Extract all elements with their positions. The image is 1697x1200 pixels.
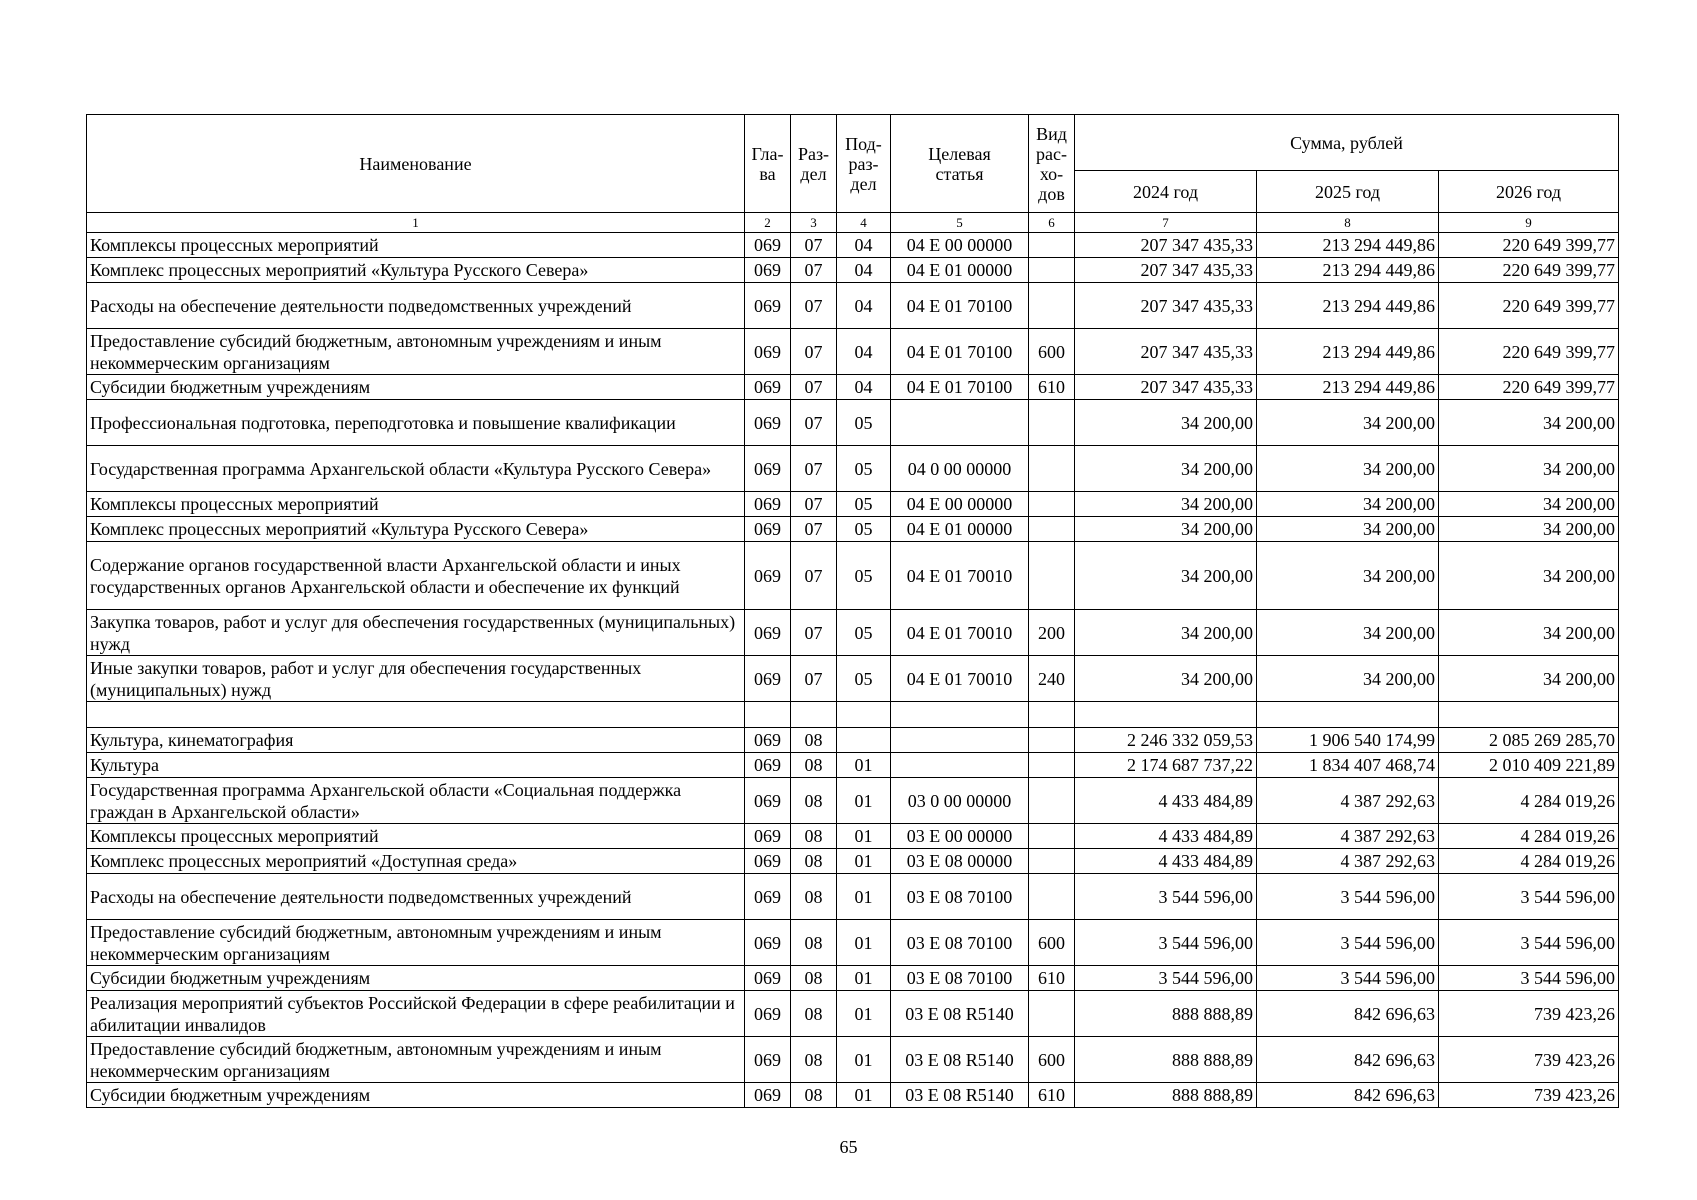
table-row: [87, 400, 1619, 446]
table-row: [87, 778, 1619, 824]
cell-glava: 069: [745, 517, 791, 542]
cell-y2026: 34 200,00: [1439, 400, 1619, 446]
cell-y2025: 213 294 449,86: [1257, 375, 1439, 400]
cell-tselevaya: 03 Е 08 70100: [891, 920, 1029, 966]
table-row: [87, 966, 1619, 991]
cell-vid: [1029, 400, 1075, 446]
cell-glava: 069: [745, 233, 791, 258]
cell-tselevaya: 03 Е 00 00000: [891, 824, 1029, 849]
cell-tselevaya: 03 Е 08 R5140: [891, 991, 1029, 1037]
cell-y2026: 3 544 596,00: [1439, 874, 1619, 920]
cell-y2026: 34 200,00: [1439, 492, 1619, 517]
header-razdel: Раз- дел: [791, 115, 837, 213]
cell-podrazdel: 05: [837, 446, 891, 492]
cell-y2025: 4 387 292,63: [1257, 849, 1439, 874]
cell-y2025: 34 200,00: [1257, 542, 1439, 610]
cell-glava: 069: [745, 283, 791, 329]
cell-y2025: 1 906 540 174,99: [1257, 728, 1439, 753]
cell-podrazdel: 01: [837, 966, 891, 991]
cell-razdel: [791, 702, 837, 728]
cell-y2024: 207 347 435,33: [1075, 283, 1257, 329]
cell-razdel: 08: [791, 1037, 837, 1083]
cell-vid: [1029, 258, 1075, 283]
cell-razdel: 07: [791, 258, 837, 283]
header-year-2024: 2024 год: [1075, 171, 1257, 213]
cell-razdel: 08: [791, 966, 837, 991]
cell-y2026: 739 423,26: [1439, 1083, 1619, 1108]
cell-podrazdel: 01: [837, 753, 891, 778]
cell-glava: 069: [745, 753, 791, 778]
cell-y2025: 34 200,00: [1257, 610, 1439, 656]
cell-podrazdel: 04: [837, 329, 891, 375]
cell-glava: 069: [745, 966, 791, 991]
cell-podrazdel: 05: [837, 542, 891, 610]
cell-y2026: 34 200,00: [1439, 517, 1619, 542]
cell-razdel: 07: [791, 517, 837, 542]
cell-name: Государственная программа Архангельской области «Социальная поддержка граждан в Архангельской области»: [87, 778, 745, 824]
header-vid: Вид рас- хо- дов: [1029, 115, 1075, 213]
table-row: [87, 233, 1619, 258]
cell-vid: 600: [1029, 329, 1075, 375]
cell-vid: 600: [1029, 1037, 1075, 1083]
cell-name: Комплексы процессных мероприятий: [87, 233, 745, 258]
table-row: [87, 542, 1619, 610]
cell-podrazdel: 04: [837, 233, 891, 258]
cell-name: Комплекс процессных мероприятий «Культура Русского Севера»: [87, 517, 745, 542]
cell-y2026: 4 284 019,26: [1439, 778, 1619, 824]
cell-y2026: 2 085 269 285,70: [1439, 728, 1619, 753]
column-number: 6: [1029, 213, 1075, 233]
cell-y2024: 34 200,00: [1075, 656, 1257, 702]
cell-podrazdel: 05: [837, 610, 891, 656]
cell-name: Комплексы процессных мероприятий: [87, 492, 745, 517]
cell-y2024: 4 433 484,89: [1075, 824, 1257, 849]
cell-podrazdel: 04: [837, 375, 891, 400]
cell-vid: [1029, 778, 1075, 824]
column-number: 3: [791, 213, 837, 233]
cell-y2024: 34 200,00: [1075, 517, 1257, 542]
column-number: 8: [1257, 213, 1439, 233]
cell-y2026: 220 649 399,77: [1439, 258, 1619, 283]
cell-name: Расходы на обеспечение деятельности подведомственных учреждений: [87, 283, 745, 329]
cell-razdel: 07: [791, 610, 837, 656]
cell-y2026: 34 200,00: [1439, 446, 1619, 492]
table-row: [87, 656, 1619, 702]
cell-razdel: 08: [791, 874, 837, 920]
cell-y2025: 213 294 449,86: [1257, 233, 1439, 258]
cell-tselevaya: 03 Е 08 R5140: [891, 1037, 1029, 1083]
table-row: [87, 874, 1619, 920]
cell-y2024: 888 888,89: [1075, 1037, 1257, 1083]
cell-y2025: 34 200,00: [1257, 517, 1439, 542]
cell-y2024: 207 347 435,33: [1075, 258, 1257, 283]
cell-glava: 069: [745, 849, 791, 874]
cell-podrazdel: [837, 702, 891, 728]
cell-vid: [1029, 728, 1075, 753]
cell-y2024: 207 347 435,33: [1075, 375, 1257, 400]
cell-tselevaya: [891, 702, 1029, 728]
cell-y2026: 220 649 399,77: [1439, 283, 1619, 329]
cell-tselevaya: 03 Е 08 00000: [891, 849, 1029, 874]
cell-glava: 069: [745, 542, 791, 610]
cell-y2024: 2 246 332 059,53: [1075, 728, 1257, 753]
cell-name: Предоставление субсидий бюджетным, автономным учреждениям и иным некоммерческим организациям: [87, 920, 745, 966]
cell-tselevaya: 04 Е 01 70010: [891, 656, 1029, 702]
table-row: [87, 446, 1619, 492]
cell-y2025: 3 544 596,00: [1257, 966, 1439, 991]
header-year-2025: 2025 год: [1257, 171, 1439, 213]
cell-y2025: 3 544 596,00: [1257, 920, 1439, 966]
cell-vid: 610: [1029, 966, 1075, 991]
cell-razdel: 08: [791, 991, 837, 1037]
cell-y2024: 207 347 435,33: [1075, 233, 1257, 258]
cell-y2024: 3 544 596,00: [1075, 874, 1257, 920]
cell-vid: [1029, 991, 1075, 1037]
cell-tselevaya: 03 Е 08 70100: [891, 966, 1029, 991]
cell-glava: 069: [745, 728, 791, 753]
cell-y2025: 842 696,63: [1257, 1083, 1439, 1108]
cell-y2026: 739 423,26: [1439, 1037, 1619, 1083]
cell-tselevaya: 04 Е 01 00000: [891, 258, 1029, 283]
cell-name: Реализация мероприятий субъектов Российской Федерации в сфере реабилитации и абилитации инвалидов: [87, 991, 745, 1037]
header-name: Наименование: [87, 115, 745, 213]
cell-tselevaya: 04 Е 01 70010: [891, 542, 1029, 610]
header-tselevaya: Целевая статья: [891, 115, 1029, 213]
cell-glava: 069: [745, 492, 791, 517]
cell-glava: 069: [745, 1037, 791, 1083]
cell-y2026: 739 423,26: [1439, 991, 1619, 1037]
cell-glava: 069: [745, 778, 791, 824]
cell-tselevaya: 03 Е 08 70100: [891, 874, 1029, 920]
cell-podrazdel: 05: [837, 400, 891, 446]
cell-y2025: 213 294 449,86: [1257, 283, 1439, 329]
column-number: 7: [1075, 213, 1257, 233]
cell-y2024: 34 200,00: [1075, 446, 1257, 492]
cell-glava: 069: [745, 446, 791, 492]
table-row: [87, 1037, 1619, 1083]
cell-razdel: 08: [791, 824, 837, 849]
cell-y2024: 34 200,00: [1075, 492, 1257, 517]
cell-y2024: 4 433 484,89: [1075, 778, 1257, 824]
cell-tselevaya: 04 Е 01 70100: [891, 375, 1029, 400]
column-number: 9: [1439, 213, 1619, 233]
cell-y2024: 3 544 596,00: [1075, 920, 1257, 966]
cell-y2026: 4 284 019,26: [1439, 824, 1619, 849]
cell-y2026: 220 649 399,77: [1439, 375, 1619, 400]
cell-y2025: 213 294 449,86: [1257, 258, 1439, 283]
cell-y2025: 34 200,00: [1257, 400, 1439, 446]
cell-y2026: 220 649 399,77: [1439, 233, 1619, 258]
cell-vid: 600: [1029, 920, 1075, 966]
cell-y2024: 34 200,00: [1075, 400, 1257, 446]
column-number: 4: [837, 213, 891, 233]
cell-y2024: 4 433 484,89: [1075, 849, 1257, 874]
cell-name: Профессиональная подготовка, переподготовка и повышение квалификации: [87, 400, 745, 446]
cell-y2024: 888 888,89: [1075, 1083, 1257, 1108]
cell-y2026: 220 649 399,77: [1439, 329, 1619, 375]
cell-vid: 610: [1029, 1083, 1075, 1108]
cell-name: Расходы на обеспечение деятельности подведомственных учреждений: [87, 874, 745, 920]
cell-razdel: 07: [791, 233, 837, 258]
cell-name: Комплекс процессных мероприятий «Культура Русского Севера»: [87, 258, 745, 283]
cell-razdel: 07: [791, 656, 837, 702]
cell-razdel: 07: [791, 329, 837, 375]
cell-razdel: 07: [791, 542, 837, 610]
cell-y2025: 842 696,63: [1257, 991, 1439, 1037]
table-row: [87, 1083, 1619, 1108]
cell-vid: [1029, 517, 1075, 542]
cell-glava: 069: [745, 874, 791, 920]
cell-y2026: 34 200,00: [1439, 656, 1619, 702]
cell-tselevaya: [891, 400, 1029, 446]
cell-razdel: 07: [791, 375, 837, 400]
cell-y2024: 34 200,00: [1075, 542, 1257, 610]
table-row: [87, 258, 1619, 283]
header-glava: Гла- ва: [745, 115, 791, 213]
cell-name: Субсидии бюджетным учреждениям: [87, 375, 745, 400]
cell-razdel: 08: [791, 778, 837, 824]
cell-y2025: 4 387 292,63: [1257, 778, 1439, 824]
cell-tselevaya: 03 0 00 00000: [891, 778, 1029, 824]
cell-podrazdel: 05: [837, 517, 891, 542]
header-summa: Сумма, рублей: [1075, 115, 1619, 171]
cell-razdel: 07: [791, 400, 837, 446]
cell-podrazdel: 05: [837, 656, 891, 702]
cell-name: Культура: [87, 753, 745, 778]
cell-glava: 069: [745, 920, 791, 966]
cell-tselevaya: 03 Е 08 R5140: [891, 1083, 1029, 1108]
cell-razdel: 08: [791, 728, 837, 753]
cell-y2026: [1439, 702, 1619, 728]
table-row: [87, 610, 1619, 656]
cell-tselevaya: [891, 753, 1029, 778]
cell-podrazdel: 01: [837, 1083, 891, 1108]
column-number-row: [87, 213, 1619, 233]
cell-name: Комплекс процессных мероприятий «Доступная среда»: [87, 849, 745, 874]
cell-tselevaya: 04 Е 00 00000: [891, 233, 1029, 258]
cell-razdel: 07: [791, 492, 837, 517]
cell-podrazdel: 01: [837, 824, 891, 849]
cell-vid: [1029, 492, 1075, 517]
cell-glava: [745, 702, 791, 728]
cell-name: Субсидии бюджетным учреждениям: [87, 966, 745, 991]
cell-tselevaya: 04 Е 01 70100: [891, 329, 1029, 375]
cell-y2025: 34 200,00: [1257, 492, 1439, 517]
table-row: [87, 492, 1619, 517]
cell-razdel: 07: [791, 283, 837, 329]
header-year-2026: 2026 год: [1439, 171, 1619, 213]
cell-glava: 069: [745, 329, 791, 375]
cell-vid: [1029, 702, 1075, 728]
cell-name: Субсидии бюджетным учреждениям: [87, 1083, 745, 1108]
cell-glava: 069: [745, 991, 791, 1037]
cell-y2026: 4 284 019,26: [1439, 849, 1619, 874]
cell-razdel: 08: [791, 1083, 837, 1108]
cell-vid: [1029, 446, 1075, 492]
cell-podrazdel: [837, 728, 891, 753]
cell-podrazdel: 01: [837, 991, 891, 1037]
cell-glava: 069: [745, 824, 791, 849]
column-number: 1: [87, 213, 745, 233]
cell-name: [87, 702, 745, 728]
cell-glava: 069: [745, 375, 791, 400]
cell-razdel: 08: [791, 920, 837, 966]
cell-glava: 069: [745, 400, 791, 446]
cell-y2025: 34 200,00: [1257, 446, 1439, 492]
cell-y2025: 213 294 449,86: [1257, 329, 1439, 375]
table-row: [87, 849, 1619, 874]
cell-y2026: 34 200,00: [1439, 542, 1619, 610]
cell-podrazdel: 04: [837, 283, 891, 329]
table-row: [87, 329, 1619, 375]
cell-razdel: 08: [791, 753, 837, 778]
cell-vid: [1029, 824, 1075, 849]
table-row: [87, 920, 1619, 966]
cell-y2025: 34 200,00: [1257, 656, 1439, 702]
cell-glava: 069: [745, 1083, 791, 1108]
cell-name: Предоставление субсидий бюджетным, автономным учреждениям и иным некоммерческим организациям: [87, 1037, 745, 1083]
cell-tselevaya: [891, 728, 1029, 753]
table-row: [87, 991, 1619, 1037]
table-body: [87, 233, 1619, 1108]
cell-vid: 240: [1029, 656, 1075, 702]
cell-podrazdel: 01: [837, 1037, 891, 1083]
cell-y2024: 888 888,89: [1075, 991, 1257, 1037]
cell-tselevaya: 04 0 00 00000: [891, 446, 1029, 492]
table-row: [87, 283, 1619, 329]
cell-name: Иные закупки товаров, работ и услуг для обеспечения государственных (муниципальных) нужд: [87, 656, 745, 702]
cell-name: Предоставление субсидий бюджетным, автономным учреждениям и иным некоммерческим организациям: [87, 329, 745, 375]
cell-podrazdel: 01: [837, 920, 891, 966]
cell-y2026: 34 200,00: [1439, 610, 1619, 656]
header-podrazdel: Под- раз- дел: [837, 115, 891, 213]
cell-y2024: [1075, 702, 1257, 728]
cell-razdel: 07: [791, 446, 837, 492]
cell-vid: 200: [1029, 610, 1075, 656]
table-header: [87, 115, 1619, 233]
cell-vid: [1029, 542, 1075, 610]
cell-name: Культура, кинематография: [87, 728, 745, 753]
page-number: 65: [839, 1137, 858, 1157]
cell-y2025: 3 544 596,00: [1257, 874, 1439, 920]
table-row: [87, 728, 1619, 753]
cell-podrazdel: 05: [837, 492, 891, 517]
cell-glava: 069: [745, 656, 791, 702]
cell-name: Закупка товаров, работ и услуг для обеспечения государственных (муниципальных) нужд: [87, 610, 745, 656]
cell-podrazdel: 01: [837, 778, 891, 824]
table-row: [87, 375, 1619, 400]
cell-razdel: 08: [791, 849, 837, 874]
cell-podrazdel: 01: [837, 849, 891, 874]
cell-vid: [1029, 233, 1075, 258]
table-row: [87, 702, 1619, 728]
cell-tselevaya: 04 Е 01 00000: [891, 517, 1029, 542]
cell-y2024: 34 200,00: [1075, 610, 1257, 656]
cell-name: Содержание органов государственной власти Архангельской области и иных государственных органов Архангельской области и обеспечение их функций: [87, 542, 745, 610]
cell-y2024: 3 544 596,00: [1075, 966, 1257, 991]
cell-podrazdel: 04: [837, 258, 891, 283]
cell-tselevaya: 04 Е 01 70100: [891, 283, 1029, 329]
cell-tselevaya: 04 Е 00 00000: [891, 492, 1029, 517]
cell-y2026: 3 544 596,00: [1439, 966, 1619, 991]
budget-table: [86, 114, 1619, 1108]
table-row: [87, 824, 1619, 849]
column-number: 2: [745, 213, 791, 233]
cell-vid: 610: [1029, 375, 1075, 400]
cell-y2026: 3 544 596,00: [1439, 920, 1619, 966]
cell-vid: [1029, 753, 1075, 778]
cell-y2025: 4 387 292,63: [1257, 824, 1439, 849]
cell-y2026: 2 010 409 221,89: [1439, 753, 1619, 778]
cell-glava: 069: [745, 258, 791, 283]
column-number: 5: [891, 213, 1029, 233]
cell-vid: [1029, 874, 1075, 920]
cell-y2024: 2 174 687 737,22: [1075, 753, 1257, 778]
cell-tselevaya: 04 Е 01 70010: [891, 610, 1029, 656]
cell-name: Комплексы процессных мероприятий: [87, 824, 745, 849]
cell-glava: 069: [745, 610, 791, 656]
cell-y2025: 1 834 407 468,74: [1257, 753, 1439, 778]
table-row: [87, 753, 1619, 778]
cell-y2025: 842 696,63: [1257, 1037, 1439, 1083]
table-row: [87, 517, 1619, 542]
cell-name: Государственная программа Архангельской области «Культура Русского Севера»: [87, 446, 745, 492]
cell-vid: [1029, 283, 1075, 329]
cell-y2025: [1257, 702, 1439, 728]
cell-vid: [1029, 849, 1075, 874]
cell-podrazdel: 01: [837, 874, 891, 920]
cell-y2024: 207 347 435,33: [1075, 329, 1257, 375]
